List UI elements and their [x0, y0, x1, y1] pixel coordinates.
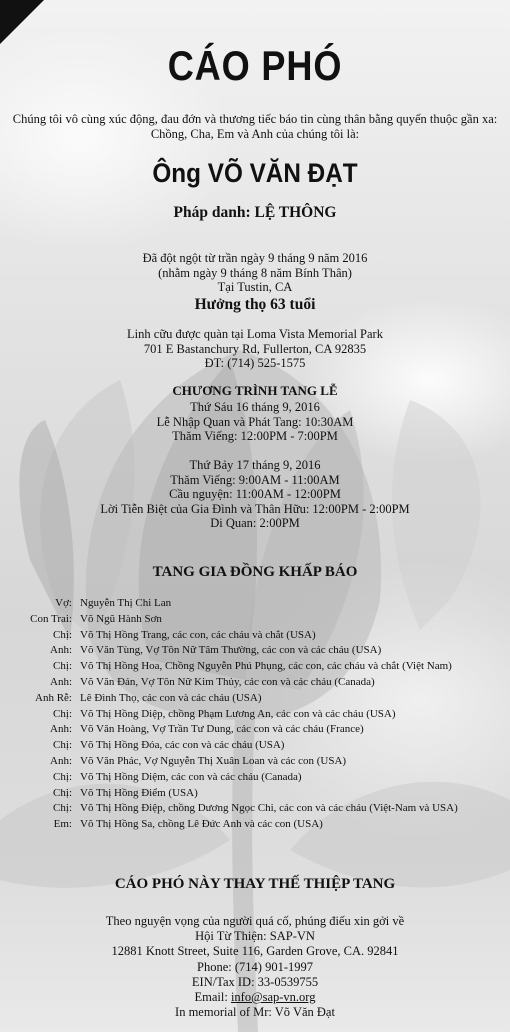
age-line: Hưởng thọ 63 tuổi: [194, 296, 316, 313]
family-member-relation: Anh:: [50, 675, 72, 688]
page-title: CÁO PHÓ: [167, 42, 343, 89]
program-line: Thăm Viếng: 12:00PM - 7:00PM: [172, 429, 338, 443]
family-member-relation: Chị:: [53, 802, 72, 815]
email-label: Email:: [194, 990, 231, 1005]
venue-line: Linh cữu được quàn tại Loma Vista Memorial Park: [127, 327, 383, 341]
program-day-1: [0, 400, 510, 444]
donation-line: Theo nguyện vọng của người quá cố, phúng điếu xin gởi về: [105, 914, 405, 928]
program-line: Cầu nguyện: 11:00AM - 12:00PM: [169, 487, 341, 501]
venue-line: 701 E Bastanchury Rd, Fullerton, CA 92835: [143, 341, 367, 356]
donation-line: EIN/Tax ID: 33-0539755: [191, 974, 319, 989]
venue-line: ĐT: (714) 525-1575: [204, 356, 306, 370]
family-member-relation: Chị:: [53, 739, 72, 752]
family-member-relation: Anh Rễ:: [35, 691, 72, 704]
family-member-name: Võ Thị Hồng Trang, các con, các cháu và chắt (USA): [80, 628, 316, 641]
intro-text: [0, 112, 510, 142]
family-member-relation: Chị:: [53, 628, 72, 641]
family-member-relation: Anh:: [50, 644, 72, 657]
passing-info: [0, 251, 510, 295]
family-member-name: Võ Văn Tùng, Vợ Tôn Nữ Tâm Thường, các con và các cháu (USA): [80, 644, 382, 657]
family-member-row: [0, 675, 510, 691]
family-member-name: Võ Thị Hồng Điểm (USA): [80, 786, 198, 799]
email-line: [0, 990, 510, 1005]
mourning-corner-ribbon: [0, 0, 44, 44]
family-member-row: [0, 691, 510, 707]
family-member-row: [0, 628, 510, 644]
program-line: Thứ Sáu 16 tháng 9, 2016: [190, 400, 320, 414]
family-member-name: Võ Thị Hồng Đóa, các con và các cháu (USA): [80, 739, 285, 752]
donation-info: [0, 914, 510, 1020]
intro-line: Chúng tôi vô cùng xúc động, đau đớn và thương tiếc báo tin cùng thân bằng quyến thuộc gần xa:: [12, 112, 498, 126]
donation-line: Hội Từ Thiện: SAP-VN: [195, 929, 315, 944]
family-member-row: [0, 612, 510, 628]
program-line: Lời Tiễn Biệt của Gia Đình và Thân Hữu: 12:00PM - 2:00PM: [100, 501, 410, 516]
donation-line: Phone: (714) 901-1997: [197, 959, 313, 974]
passing-line: Đã đột ngột từ trần ngày 9 tháng 9 năm 2016: [142, 251, 368, 265]
email-link[interactable]: info@sap-vn.org: [230, 990, 316, 1005]
program-line: Lễ Nhập Quan và Phát Tang: 10:30AM: [156, 414, 354, 429]
program-line: Thăm Viếng: 9:00AM - 11:00AM: [170, 472, 340, 487]
family-member-name: Võ Thị Hồng Hoa, Chồng Nguyễn Phú Phụng, các con, các cháu và chắt (Việt Nam): [80, 660, 452, 673]
family-member-row: [0, 722, 510, 738]
family-title: TANG GIA ĐỒNG KHẤP BÁO: [152, 564, 358, 580]
family-member-name: Lê Đình Thọ, các con và các cháu (USA): [80, 691, 262, 704]
family-member-name: Võ Thị Hồng Điệp, chồng Dương Ngọc Chi, các con và các cháu (Việt-Nam và USA): [80, 802, 458, 815]
family-member-relation: Con Trai:: [30, 612, 72, 625]
family-member-relation: Anh:: [50, 754, 72, 767]
venue-info: [0, 327, 510, 371]
family-member-name: Nguyễn Thị Chi Lan: [80, 597, 172, 609]
family-member-row: [0, 659, 510, 675]
family-member-row: [0, 801, 510, 817]
family-member-row: [0, 596, 510, 612]
family-member-relation: Chị:: [53, 770, 72, 783]
family-member-relation: Vợ:: [55, 597, 72, 609]
intro-line: Chồng, Cha, Em và Anh của chúng tôi là:: [150, 127, 360, 141]
dharma-name: Pháp danh: LỆ THÔNG: [173, 204, 337, 221]
family-member-row: [0, 786, 510, 802]
family-member-name: Võ Văn Đản, Vợ Tôn Nữ Kim Thủy, các con và các cháu (Canada): [80, 675, 375, 688]
family-member-name: Võ Văn Phác, Vợ Nguyễn Thị Xuân Loan và các con (USA): [80, 754, 347, 767]
family-member-relation: Chị:: [53, 660, 72, 673]
replace-card-title: CÁO PHÓ NÀY THAY THẾ THIỆP TANG: [114, 876, 396, 892]
family-member-row: [0, 770, 510, 786]
memorial-line: In memorial of Mr: Võ Văn Đạt: [175, 1005, 335, 1020]
deceased-name: Ông VÕ VĂN ĐẠT: [152, 158, 358, 188]
family-member-relation: Anh:: [50, 723, 72, 736]
family-member-name: Võ Ngũ Hành Sơn: [80, 612, 162, 625]
donation-line: 12881 Knott Street, Suite 116, Garden Grove, CA. 92841: [111, 944, 399, 959]
family-member-row: [0, 707, 510, 723]
family-member-name: Võ Thị Hồng Sa, chồng Lê Đức Anh và các con (USA): [80, 818, 323, 831]
family-member-relation: Chị:: [53, 786, 72, 799]
family-member-name: Võ Văn Hoàng, Vợ Trần Tư Dung, các con và các cháu (France): [80, 723, 364, 736]
passing-line: Tại Tustin, CA: [217, 280, 293, 294]
family-member-relation: Em:: [53, 818, 72, 831]
passing-line: (nhằm ngày 9 tháng 8 năm Bính Thân): [158, 265, 352, 280]
family-member-name: Võ Thị Hồng Diệm, các con và các cháu (Canada): [80, 770, 302, 783]
program-day-2: [0, 458, 510, 531]
family-member-row: [0, 643, 510, 659]
family-member-row: [0, 754, 510, 770]
program-line: Di Quan: 2:00PM: [210, 516, 300, 530]
program-title: CHƯƠNG TRÌNH TANG LỄ: [172, 383, 338, 398]
family-list: [0, 596, 510, 833]
family-member-name: Võ Thị Hồng Diệp, chồng Phạm Lương An, các con và các cháu (USA): [80, 707, 396, 720]
family-member-row: [0, 738, 510, 754]
family-member-relation: Chị:: [53, 707, 72, 720]
program-line: Thứ Bảy 17 tháng 9, 2016: [189, 458, 321, 472]
family-member-row: [0, 817, 510, 833]
